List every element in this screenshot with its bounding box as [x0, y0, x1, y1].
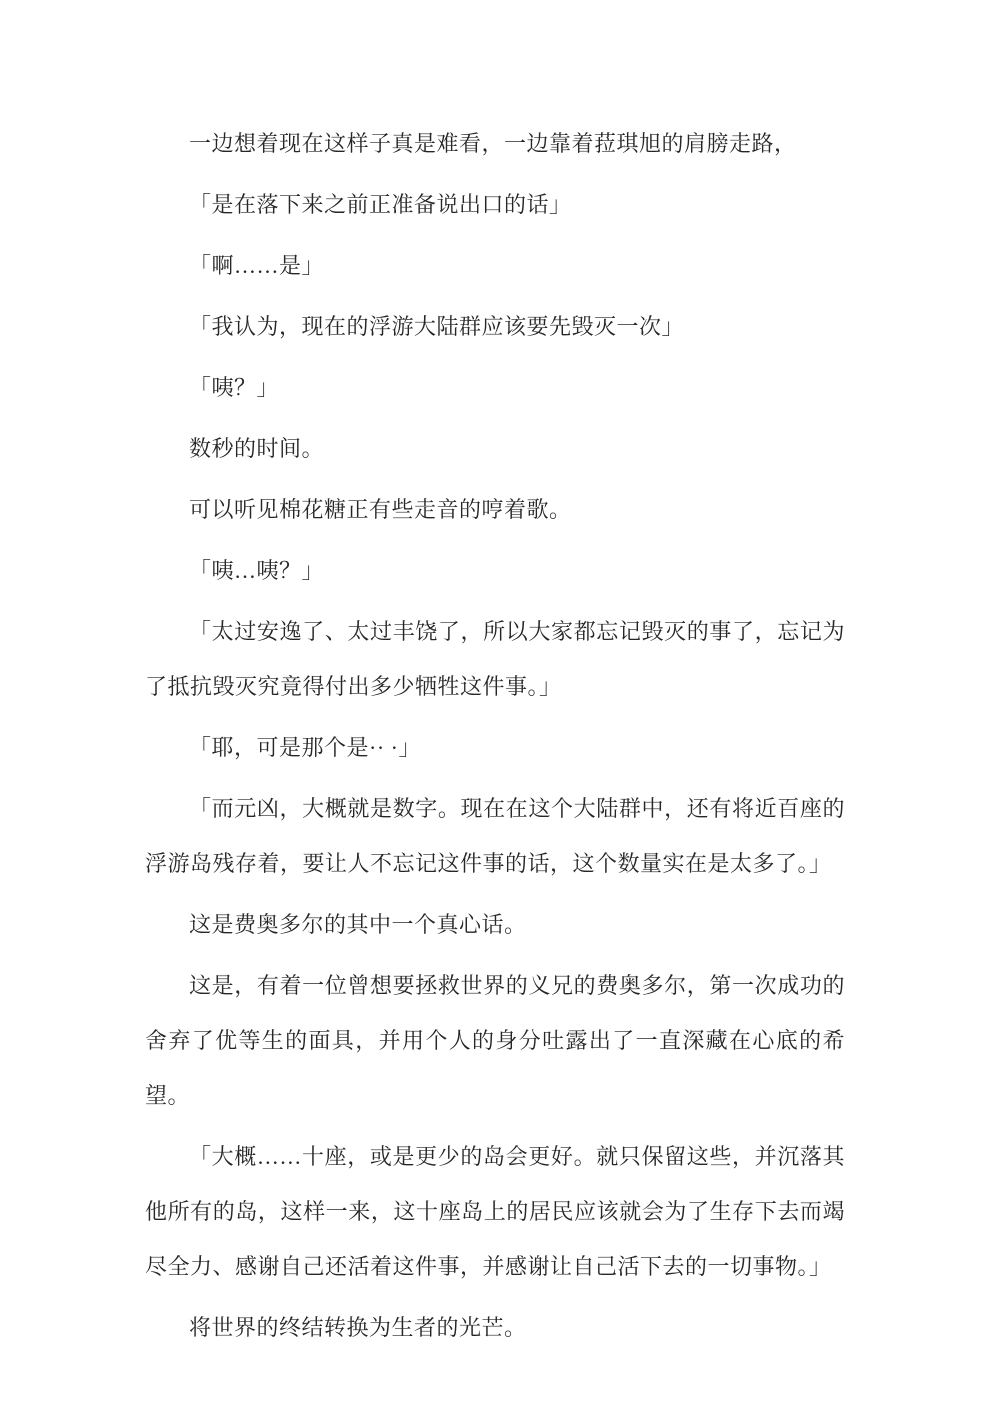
paragraph: 「啊……是」	[189, 253, 325, 278]
paragraph: 「大概……十座，或是更少的岛会更好。就只保留这些，并沉落其他所有的岛，这样一来，这十座岛上的居民应该就会为了生存下去而竭尽全力、感谢自己还活着这件事，并感谢让自己活下去的一切事物。」	[145, 1144, 845, 1279]
paragraph: 将世界的终结转换为生者的光芒。	[189, 1315, 527, 1340]
paragraph: 可以听见棉花糖正有些走音的哼着歌。	[189, 497, 572, 522]
document-body	[145, 116, 845, 1355]
paragraph: 一边想着现在这样子真是难看，一边靠着菈琪旭的肩膀走路，	[189, 131, 797, 156]
paragraph: 「咦？」	[189, 375, 280, 400]
paragraph: 「而元凶，大概就是数字。现在在这个大陆群中，还有将近百座的浮游岛残存着，要让人不忘记这件事的话，这个数量实在是太多了。」	[145, 796, 845, 876]
paragraph: 「耶，可是那个是·· ·」	[189, 735, 421, 760]
paragraph: 「是在落下来之前正准备说出口的话」	[189, 192, 572, 217]
paragraph: 「咦…咦？」	[189, 558, 325, 583]
paragraph: 这是，有着一位曾想要拯救世界的义兄的费奥多尔，第一次成功的舍弃了优等生的面具，并用个人的身分吐露出了一直深藏在心底的希望。	[145, 973, 845, 1108]
paragraph: 数秒的时间。	[189, 436, 325, 461]
paragraph: 「太过安逸了、太过丰饶了，所以大家都忘记毁灭的事了，忘记为了抵抗毁灭究竟得付出多少牺牲这件事。」	[145, 619, 845, 699]
paragraph: 「我认为，现在的浮游大陆群应该要先毁灭一次」	[189, 314, 685, 339]
paragraph: 这是费奥多尔的其中一个真心话。	[189, 912, 527, 937]
